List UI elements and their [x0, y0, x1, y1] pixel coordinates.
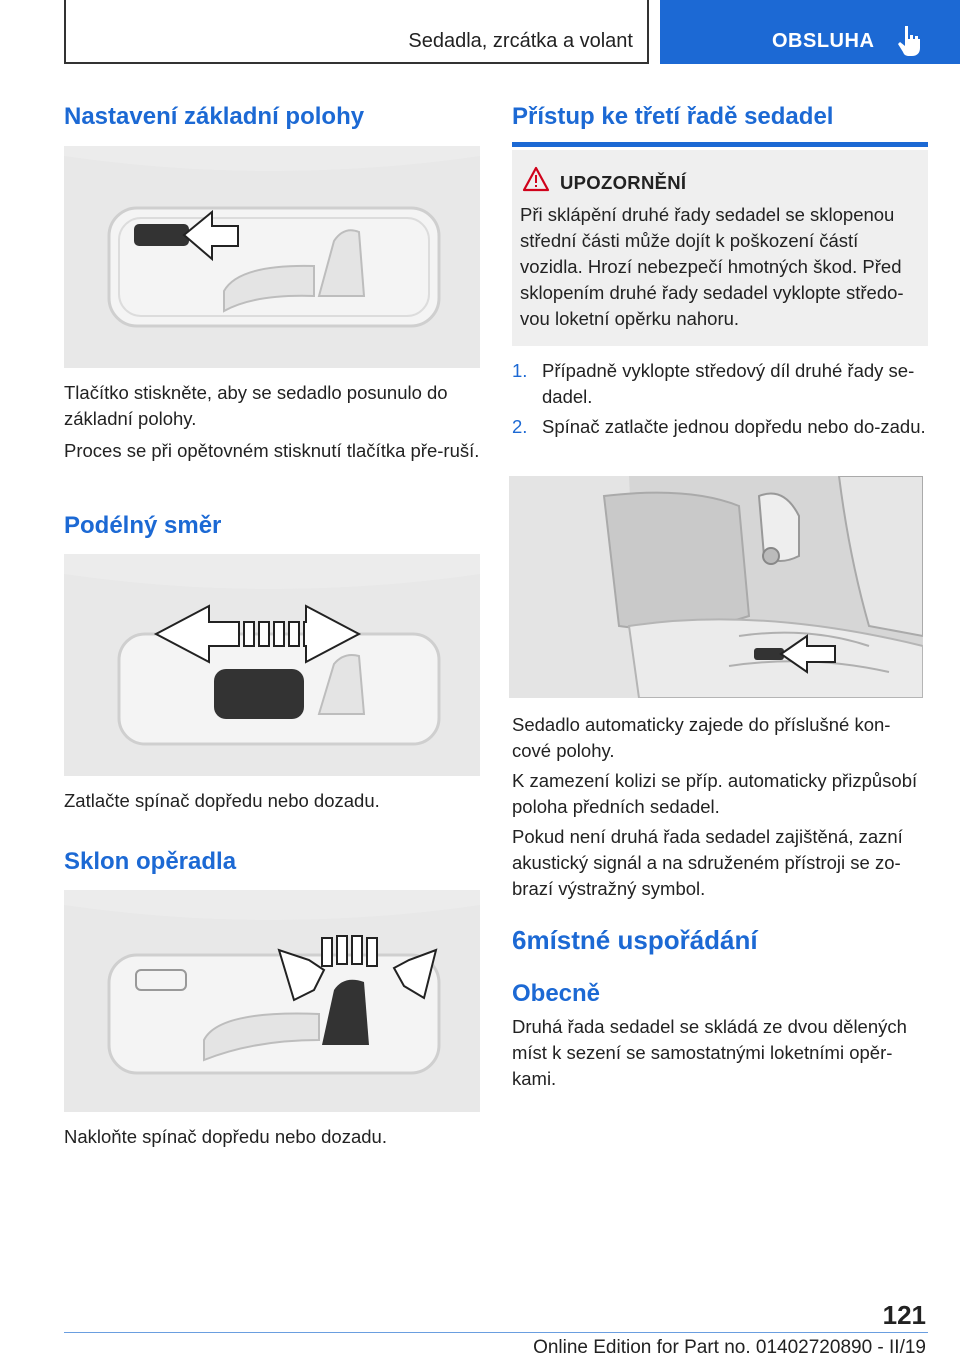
heading-backrest-tilt: Sklon opěradla	[64, 848, 237, 875]
step-number: 2.	[512, 416, 528, 437]
chapter-title: Sedadla, zrcátka a volant	[408, 30, 633, 52]
section-tab-label: OBSLUHA	[772, 30, 875, 52]
step-text: Případně vyklopte středový díl druhé řady se‐dadel.	[542, 360, 915, 407]
step-number: 1.	[512, 360, 528, 381]
paragraph: Tlačítko stiskněte, aby se sedadlo posunulo do základní polohy.	[64, 382, 448, 429]
paragraph: K zamezení kolizi se příp. automaticky přizpůsobí poloha předních sedadel.	[512, 770, 918, 817]
header-chapter-box	[64, 0, 649, 64]
step-text: Spínač zatlačte jednou dopředu nebo do‐zadu.	[542, 416, 926, 437]
figure-second-row-seat	[509, 476, 923, 698]
paragraph: Nakloňte spínač dopředu nebo dozadu.	[64, 1126, 387, 1147]
figure-memory-button	[64, 146, 480, 368]
edition-line: Online Edition for Part no. 01402720890 - II/19	[533, 1337, 926, 1358]
memory-button-shape	[134, 224, 189, 246]
subheading-general: Obecně	[512, 980, 601, 1007]
page-number: 121	[882, 1300, 926, 1330]
heading-six-seat-layout: 6místné uspořádání	[512, 925, 758, 955]
figure-longitudinal-switch	[64, 554, 480, 776]
heading-third-row-access: Přístup ke třetí řadě sedadel	[512, 103, 834, 130]
heading-basic-position: Nastavení základní polohy	[64, 103, 365, 130]
paragraph: Sedadlo automaticky zajede do příslušné kon‐cové polohy.	[512, 714, 891, 761]
heading-rule	[512, 142, 928, 147]
paragraph: Proces se při opětovném stisknutí tlačítka pře‐ruší.	[64, 440, 480, 461]
paragraph: Druhá řada sedadel se skládá ze dvou dělených míst k sezení se samostatnými loketními opěr‐kami.	[512, 1016, 907, 1089]
pointing-hand-icon	[896, 24, 922, 58]
figure-backrest-switch	[64, 890, 480, 1112]
warning-title: UPOZORNĚNÍ	[560, 172, 687, 193]
footer-rule	[64, 1332, 928, 1333]
warning-triangle-icon	[522, 166, 550, 192]
paragraph: Zatlačte spínač dopředu nebo dozadu.	[64, 790, 380, 811]
warning-text: Při sklápění druhé řady sedadel se sklopenou střední části může dojít k poškození částí vozidla. Hrozí nebezpečí hmotných škod. Před sklopením druhé řady sedadel vyklopte středo‐vou loketní opěrku nahoru.	[520, 204, 904, 329]
seat-switch-shape	[214, 669, 304, 719]
section-tab[interactable]	[660, 0, 960, 64]
heading-longitudinal: Podélný směr	[64, 512, 222, 539]
warning-box	[512, 150, 928, 346]
paragraph: Pokud není druhá řada sedadel zajištěná, zazní akustický signál a na sdruženém přístroji se zo‐brazí výstražný symbol.	[512, 826, 903, 899]
